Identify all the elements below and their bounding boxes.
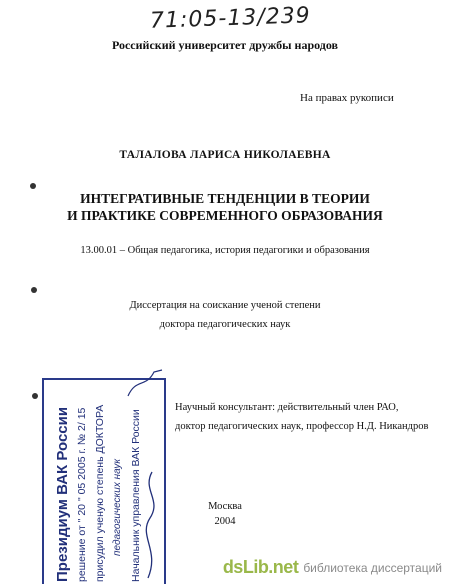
signature-flourish [126,368,166,398]
year: 2004 [214,516,236,527]
stamp-line-degree: присудил ученую степень ДОКТОРА [94,404,106,582]
binder-hole-mark [31,287,37,293]
rights-notice: На правах рукописи [300,92,394,104]
title-line-2: И ПРАКТИКЕ СОВРЕМЕННОГО ОБРАЗОВАНИЯ [67,208,383,223]
city-name: Москва [208,501,242,512]
stamp-line-presidium: Президиум ВАК России [54,406,71,582]
university-name: Российский университет дружбы народов [111,38,339,52]
stamp-line-field: педагогических наук [112,458,123,556]
consultant-line-2: доктор педагогических наук, профессор Н.Д. Никандров [175,421,429,432]
stamp-line-decision: решение от " 20 " 05 2005 г. № 2/ 15 [76,407,88,582]
watermark-text: библиотека диссертаций [303,560,442,575]
specialty-code: 13.00.01 – Общая педагогика, история педагогики и образования [80,245,370,256]
site-watermark [223,557,442,578]
binder-hole-mark [30,183,36,189]
author-name: ТАЛАЛОВА ЛАРИСА НИКОЛАЕВНА [119,149,331,161]
vak-approval-stamp [42,378,166,584]
title-line-1: ИНТЕГРАТИВНЫЕ ТЕНДЕНЦИИ В ТЕОРИИ [80,191,370,206]
consultant-line-1: Научный консультант: действительный член РАО, [175,402,399,413]
degree-line-2: доктора педагогических наук [159,319,291,330]
handwritten-catalog-code: 71:05-13/239 [149,3,312,34]
scientific-consultant [175,398,435,436]
dissertation-title [0,190,450,224]
watermark-logo: dsLib.net [222,557,299,577]
signature-scribble [140,470,164,580]
binder-hole-mark [32,393,38,399]
degree-description [0,296,450,334]
degree-line-1: Диссертация на соискание ученой степени [129,300,321,311]
stamp-line-head: Начальник управления ВАК России [130,409,142,582]
